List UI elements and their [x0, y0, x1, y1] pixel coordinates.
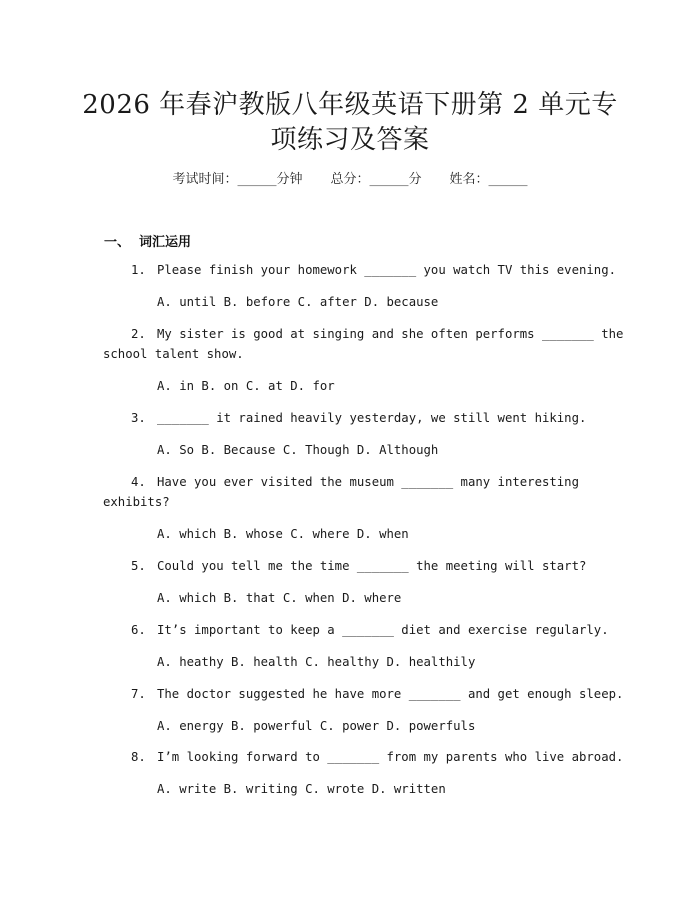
- question-1: [131, 262, 616, 278]
- question-8: [131, 749, 623, 765]
- question-number: 2.: [131, 327, 146, 341]
- document-title-line-2: 项练习及答案: [270, 125, 430, 155]
- question-number: 3.: [131, 411, 146, 425]
- question-number: 4.: [131, 475, 146, 489]
- question-6-options: A. heathy B. health C. healthy D. healthily: [157, 655, 476, 669]
- question-number: 1.: [131, 263, 146, 277]
- exam-time-field: 考试时间：______分钟: [172, 172, 303, 187]
- question-5-options: A. which B. that C. when D. where: [157, 591, 402, 605]
- question-4-continuation: exhibits?: [103, 495, 170, 509]
- question-2: [131, 326, 623, 342]
- student-name-field: 姓名：______: [449, 172, 528, 187]
- question-number: 8.: [131, 750, 146, 764]
- question-1-options: A. until B. before C. after D. because: [157, 295, 439, 309]
- question-5: [131, 558, 586, 574]
- question-text: I’m looking forward to _______ from my parents who live abroad.: [157, 750, 624, 764]
- question-4: [131, 474, 579, 490]
- question-text: The doctor suggested he have more _______ and get enough sleep.: [157, 687, 624, 701]
- question-3: [131, 410, 586, 426]
- question-text: _______ it rained heavily yesterday, we still went hiking.: [157, 411, 587, 425]
- section-heading-vocabulary: 一、 词汇运用: [104, 235, 192, 250]
- question-text: My sister is good at singing and she often performs _______ the: [157, 327, 624, 341]
- question-number: 7.: [131, 687, 146, 701]
- question-text: Have you ever visited the museum _______ many interesting: [157, 475, 579, 489]
- total-score-field: 总分：______分: [330, 172, 422, 187]
- question-text: Could you tell me the time _______ the meeting will start?: [157, 559, 587, 573]
- question-7-options: A. energy B. powerful C. power D. powerfuls: [157, 719, 476, 733]
- question-7: [131, 686, 623, 702]
- question-number: 5.: [131, 559, 146, 573]
- question-2-options: A. in B. on C. at D. for: [157, 379, 335, 393]
- question-4-options: A. which B. whose C. where D. when: [157, 527, 409, 541]
- question-2-continuation: school talent show.: [103, 347, 244, 361]
- question-8-options: A. write B. writing C. wrote D. written: [157, 782, 446, 796]
- question-3-options: A. So B. Because C. Though D. Although: [157, 443, 439, 457]
- document-title-line-1: 2026 年春沪教版八年级英语下册第 2 单元专: [82, 90, 618, 120]
- question-text: It’s important to keep a _______ diet and exercise regularly.: [157, 623, 609, 637]
- question-6: [131, 622, 609, 638]
- exam-info-line: [0, 168, 700, 187]
- question-text: Please finish your homework _______ you watch TV this evening.: [157, 263, 617, 277]
- question-number: 6.: [131, 623, 146, 637]
